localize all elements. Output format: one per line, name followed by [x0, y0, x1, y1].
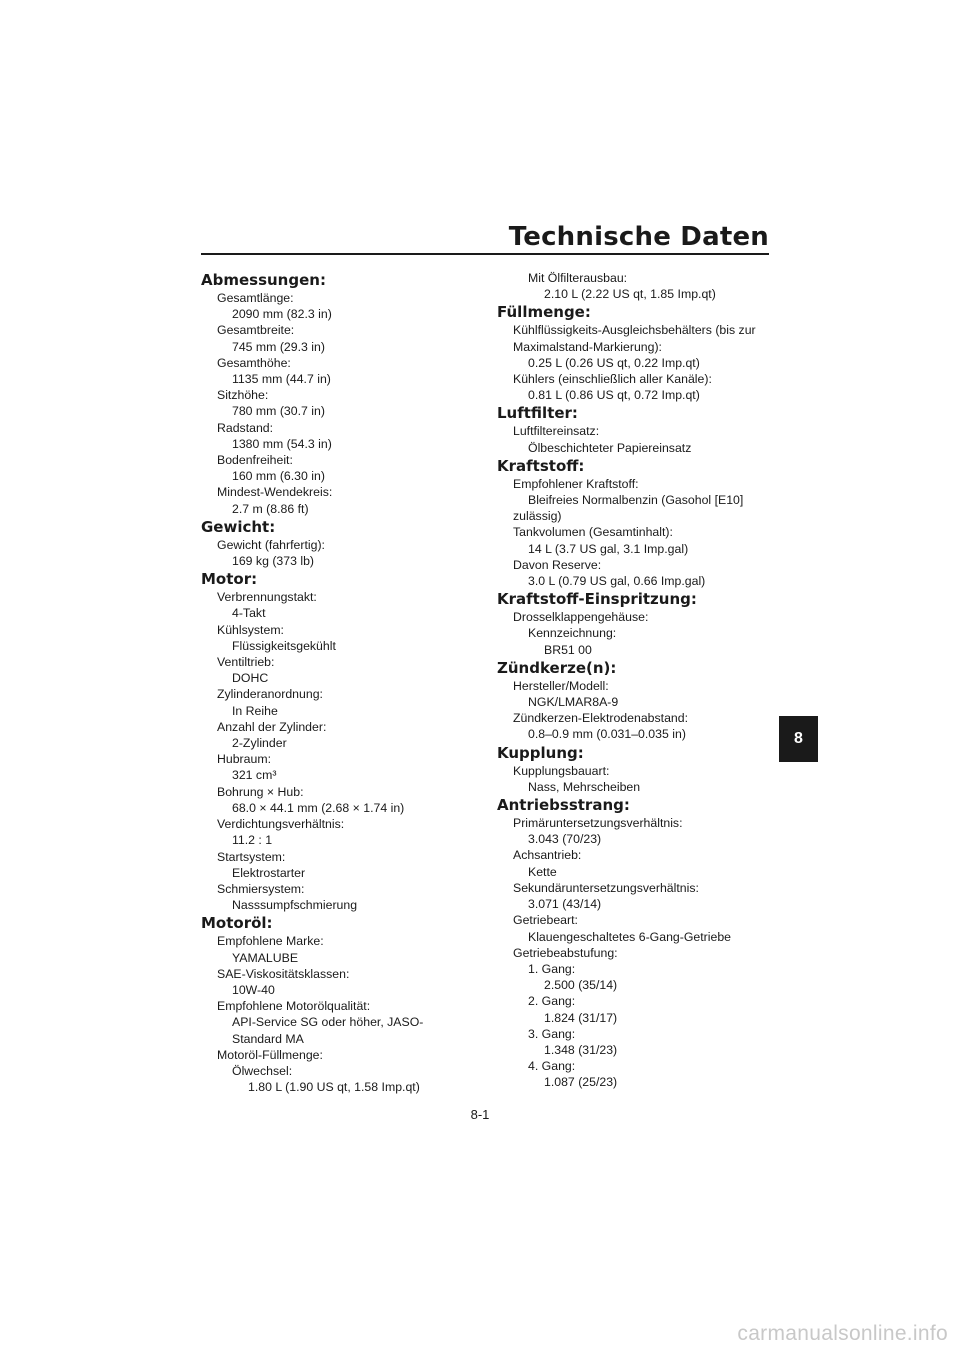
spec-label: Getriebeabstufung:: [513, 945, 618, 960]
spec-label: Kühlflüssigkeits-Ausgleichsbehälters (bis zur: [513, 323, 756, 338]
spec-label: Motoröl-Füllmenge:: [217, 1047, 323, 1062]
spec-value: 2. Gang:: [528, 994, 576, 1009]
spec-value: Bleifreies Normalbenzin (Gasohol [E10]: [528, 493, 744, 508]
spec-label: Bodenfreiheit:: [217, 453, 293, 468]
spec-label: Empfohlener Kraftstoff:: [513, 476, 639, 491]
spec-column-right: [497, 270, 777, 1091]
spec-label: SAE-Viskositätsklassen:: [217, 966, 350, 981]
spec-label: Kühlsystem:: [217, 622, 284, 637]
spec-value: In Reihe: [232, 703, 278, 718]
spec-value: 3. Gang:: [528, 1026, 576, 1041]
section-heading: Füllmenge:: [497, 303, 591, 322]
spec-value: Ölbeschichteter Papiereinsatz: [528, 440, 692, 455]
spec-value: 1380 mm (54.3 in): [232, 436, 332, 451]
spec-value: 3.043 (70/23): [528, 832, 602, 847]
spec-value: Mit Ölfilterausbau:: [528, 271, 628, 285]
spec-label: Zylinderanordnung:: [217, 687, 323, 702]
spec-value: 4. Gang:: [528, 1059, 576, 1074]
spec-value: 0.81 L (0.86 US qt, 0.72 Imp.qt): [528, 388, 700, 403]
spec-label: Startsystem:: [217, 849, 286, 864]
spec-label: Hersteller/Modell:: [513, 678, 609, 693]
spec-value: 745 mm (29.3 in): [232, 339, 325, 354]
spec-value: 2-Zylinder: [232, 736, 287, 751]
spec-label: Luftfiltereinsatz:: [513, 424, 600, 439]
spec-label: Mindest-Wendekreis:: [217, 485, 333, 500]
spec-label: Schmiersystem:: [217, 881, 305, 896]
spec-label: Tankvolumen (Gesamtinhalt):: [513, 525, 673, 540]
spec-label: Davon Reserve:: [513, 557, 602, 572]
title-rule: [201, 253, 769, 255]
spec-value: API-Service SG oder höher, JASO-: [232, 1015, 424, 1030]
spec-label: Gewicht (fahrfertig):: [217, 537, 325, 552]
section-heading: Motoröl:: [201, 914, 273, 933]
section-heading: Abmessungen:: [201, 271, 326, 289]
spec-value: 1. Gang:: [528, 961, 576, 976]
spec-label: Ventiltrieb:: [217, 655, 275, 670]
spec-label: Kupplungsbauart:: [513, 763, 610, 778]
spec-label: Gesamtbreite:: [217, 323, 295, 338]
spec-value: 1135 mm (44.7 in): [232, 372, 331, 387]
spec-value: 10W-40: [232, 982, 275, 997]
spec-value: 3.0 L (0.79 US gal, 0.66 Imp.gal): [528, 574, 706, 589]
spec-value: 0.25 L (0.26 US qt, 0.22 Imp.qt): [528, 355, 700, 370]
spec-value: 1.087 (25/23): [544, 1075, 618, 1090]
spec-label: Hubraum:: [217, 752, 271, 767]
chapter-tab: 8: [779, 716, 818, 762]
spec-value: NGK/LMAR8A-9: [528, 695, 619, 710]
spec-label: Sitzhöhe:: [217, 388, 269, 403]
spec-value: DOHC: [232, 671, 269, 686]
spec-value: 1.824 (31/17): [544, 1010, 618, 1025]
spec-label: Kühlers (einschließlich aller Kanäle):: [513, 372, 712, 387]
spec-value: Ölwechsel:: [232, 1063, 293, 1078]
section-heading: Zündkerze(n):: [497, 658, 617, 677]
spec-value: Elektrostarter: [232, 865, 306, 880]
spec-label: zulässig): [513, 509, 562, 524]
spec-value: 169 kg (373 lb): [232, 554, 315, 569]
spec-value: BR51 00: [544, 642, 592, 657]
section-heading: Luftfilter:: [497, 404, 578, 423]
spec-label: Verdichtungsverhältnis:: [217, 817, 345, 832]
spec-value: Kette: [528, 864, 557, 879]
spec-value: Nass, Mehrscheiben: [528, 779, 641, 794]
section-heading: Motor:: [201, 570, 258, 589]
spec-value: Kennzeichnung:: [528, 626, 617, 641]
spec-label: Verbrennungstakt:: [217, 590, 317, 605]
spec-label: Sekundäruntersetzungsverhältnis:: [513, 880, 699, 895]
spec-value: 160 mm (6.30 in): [232, 469, 325, 484]
spec-label: Radstand:: [217, 420, 274, 435]
section-heading: Kraftstoff:: [497, 456, 585, 475]
spec-label: Gesamtlänge:: [217, 291, 294, 305]
spec-value: 2.7 m (8.86 ft): [232, 501, 309, 516]
section-heading: Gewicht:: [201, 517, 276, 536]
spec-value: 11.2 : 1: [232, 833, 273, 848]
spec-label: Empfohlene Marke:: [217, 934, 324, 949]
page-number: 8-1: [470, 1107, 490, 1122]
spec-value: 14 L (3.7 US gal, 3.1 Imp.gal): [528, 541, 689, 556]
spec-value: 2.10 L (2.22 US qt, 1.85 Imp.qt): [544, 287, 716, 302]
spec-label: Anzahl der Zylinder:: [217, 719, 327, 734]
spec-value: 780 mm (30.7 in): [232, 404, 325, 419]
spec-label: Getriebeart:: [513, 913, 578, 928]
spec-value: 1.80 L (1.90 US qt, 1.58 Imp.qt): [248, 1080, 420, 1095]
spec-label: Empfohlene Motorölqualität:: [217, 999, 371, 1014]
spec-label: Gesamthöhe:: [217, 355, 291, 370]
spec-value: 0.8–0.9 mm (0.031–0.035 in): [528, 727, 686, 742]
spec-value: 3.071 (43/14): [528, 897, 602, 912]
section-heading: Antriebsstrang:: [497, 796, 630, 815]
spec-value: 4-Takt: [232, 606, 266, 621]
page-title: Technische Daten: [508, 222, 769, 252]
spec-value: Nasssumpfschmierung: [232, 898, 358, 913]
spec-value: Klauengeschaltetes 6-Gang-Getriebe: [528, 929, 732, 944]
spec-label: Maximalstand-Markierung):: [513, 339, 662, 354]
watermark: carmanualsonline.info: [737, 1322, 948, 1345]
spec-value: 2.500 (35/14): [544, 978, 618, 993]
spec-label: Zündkerzen-Elektrodenabstand:: [513, 711, 688, 726]
spec-value: YAMALUBE: [232, 950, 299, 965]
spec-value: 2090 mm (82.3 in): [232, 307, 332, 322]
spec-column-left: [201, 270, 471, 1095]
spec-value: 321 cm³: [232, 768, 277, 783]
spec-label: Achsantrieb:: [513, 848, 582, 863]
spec-label: Bohrung × Hub:: [217, 784, 304, 799]
spec-value: 1.348 (31/23): [544, 1042, 618, 1057]
spec-value: Standard MA: [232, 1031, 304, 1046]
spec-label: Primäruntersetzungsverhältnis:: [513, 816, 683, 831]
section-heading: Kraftstoff-Einspritzung:: [497, 590, 697, 609]
spec-value: 68.0 × 44.1 mm (2.68 × 1.74 in): [232, 800, 405, 815]
section-heading: Kupplung:: [497, 743, 584, 762]
spec-label: Drosselklappengehäuse:: [513, 610, 649, 625]
spec-value: Flüssigkeitsgekühlt: [232, 638, 336, 653]
